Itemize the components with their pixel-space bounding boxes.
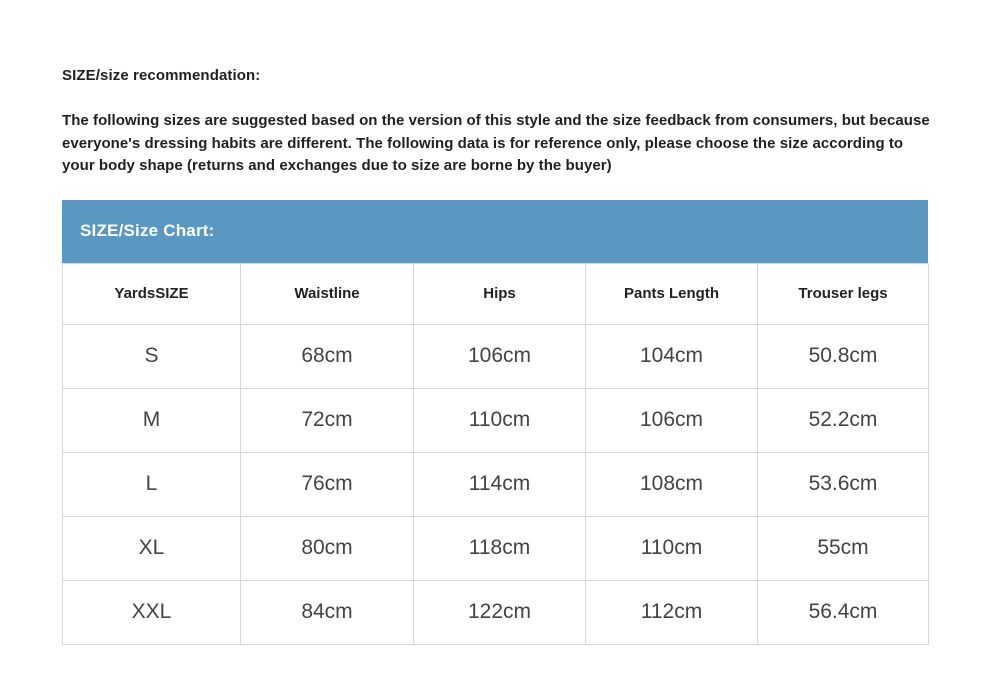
table-row xyxy=(63,388,929,452)
size-chart-header xyxy=(62,200,928,263)
table-cell-waistline: 80cm xyxy=(241,516,414,580)
table-cell-size: XL xyxy=(63,516,241,580)
table-cell-size: L xyxy=(63,452,241,516)
column-header-yardssize: YardsSIZE xyxy=(63,263,241,324)
column-header-trouser-legs: Trouser legs xyxy=(758,263,929,324)
size-chart-title: SIZE/Size Chart: xyxy=(80,221,215,240)
table-cell-waistline: 76cm xyxy=(241,452,414,516)
table-cell-trouser-legs: 50.8cm xyxy=(758,324,929,388)
table-cell-waistline: 84cm xyxy=(241,580,414,644)
table-cell-size: M xyxy=(63,388,241,452)
table-cell-waistline: 72cm xyxy=(241,388,414,452)
page-title: SIZE/size recommendation: xyxy=(62,67,261,84)
table-cell-trouser-legs: 53.6cm xyxy=(758,452,929,516)
table-cell-pants-length: 106cm xyxy=(586,388,758,452)
table-row xyxy=(63,324,929,388)
table-cell-trouser-legs: 55cm xyxy=(758,516,929,580)
column-header-hips: Hips xyxy=(414,263,586,324)
table-cell-hips: 106cm xyxy=(414,324,586,388)
table-cell-hips: 110cm xyxy=(414,388,586,452)
table-row xyxy=(63,452,929,516)
size-chart xyxy=(62,200,928,645)
table-cell-size: XXL xyxy=(63,580,241,644)
table-header-row xyxy=(63,263,929,324)
table-cell-pants-length: 112cm xyxy=(586,580,758,644)
intro-paragraph: The following sizes are suggested based on the version of this style and the size feedback from consumers, but because everyone's dressing habits are different. The following data is for reference only, please choose the size according to your body shape (returns and exchanges due to size are borne by the buyer) xyxy=(62,112,930,174)
table-cell-hips: 114cm xyxy=(414,452,586,516)
table-cell-pants-length: 110cm xyxy=(586,516,758,580)
column-header-waistline: Waistline xyxy=(241,263,414,324)
size-table xyxy=(62,263,929,645)
table-cell-trouser-legs: 56.4cm xyxy=(758,580,929,644)
table-row xyxy=(63,580,929,644)
table-cell-hips: 122cm xyxy=(414,580,586,644)
table-cell-size: S xyxy=(63,324,241,388)
table-cell-pants-length: 108cm xyxy=(586,452,758,516)
table-cell-waistline: 68cm xyxy=(241,324,414,388)
table-cell-pants-length: 104cm xyxy=(586,324,758,388)
column-header-pants-length: Pants Length xyxy=(586,263,758,324)
table-cell-hips: 118cm xyxy=(414,516,586,580)
table-row xyxy=(63,516,929,580)
table-cell-trouser-legs: 52.2cm xyxy=(758,388,929,452)
